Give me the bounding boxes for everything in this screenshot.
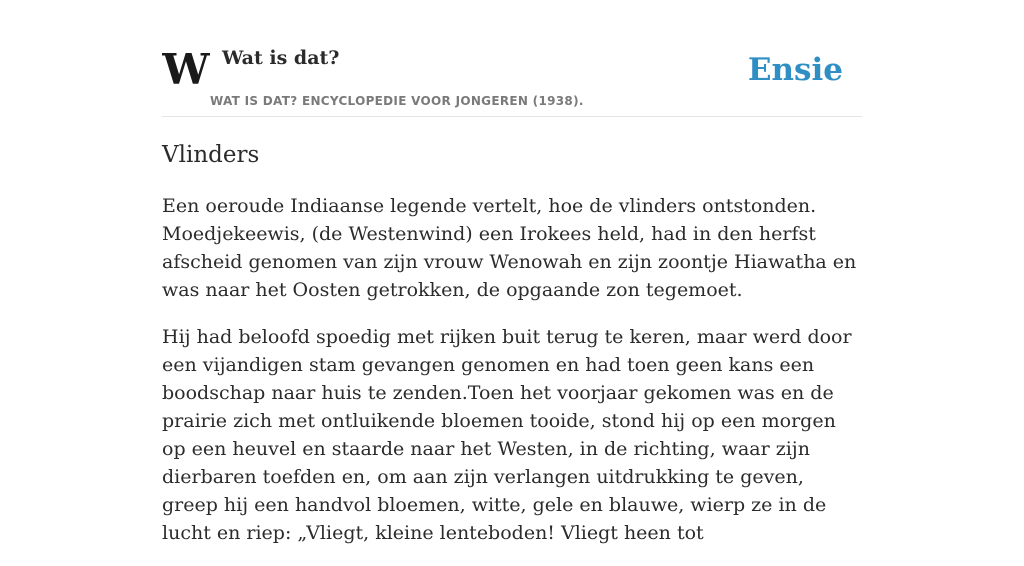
article-body xyxy=(162,192,862,566)
svg-text:W: W xyxy=(162,45,210,94)
wikisource-w-icon[interactable] xyxy=(162,45,210,94)
source-title[interactable]: Wat is dat? xyxy=(222,47,340,69)
page-container xyxy=(162,0,862,544)
article-title: Vlinders xyxy=(162,142,260,168)
article-paragraph: Hij had beloofd spoedig met rijken buit terug te keren, maar werd door een vijandigen stam gevangen genomen en had toen geen kans een boodschap naar huis te zenden.Toen het voorjaar gekomen was en de prairie zich met ontluikende bloemen tooide, stond hij op een morgen op een heuvel en staarde naar het Westen, in de richting, waar zijn dierbaren toefden en, om aan zijn verlangen uitdrukking te geven, greep hij een handvol bloemen, witte, gele en blauwe, wierp ze in de lucht en riep: „Vliegt, kleine lenteboden! Vliegt heen tot xyxy=(162,326,852,544)
source-header xyxy=(162,0,862,117)
ensie-brand-link[interactable]: Ensie xyxy=(747,52,843,88)
article-paragraph: Een oeroude Indiaanse legende vertelt, hoe de vlinders ontstonden. Moedjekeewis, (de Westenwind) een Irokees held, had in den herfst afscheid genomen van zijn vrouw Wenowah en zijn zoontje Hiawatha en was naar het Oosten getrokken, de opgaande zon tegemoet. xyxy=(162,195,857,301)
source-subtitle: WAT IS DAT? ENCYCLOPEDIE VOOR JONGEREN (1938). xyxy=(210,94,584,108)
